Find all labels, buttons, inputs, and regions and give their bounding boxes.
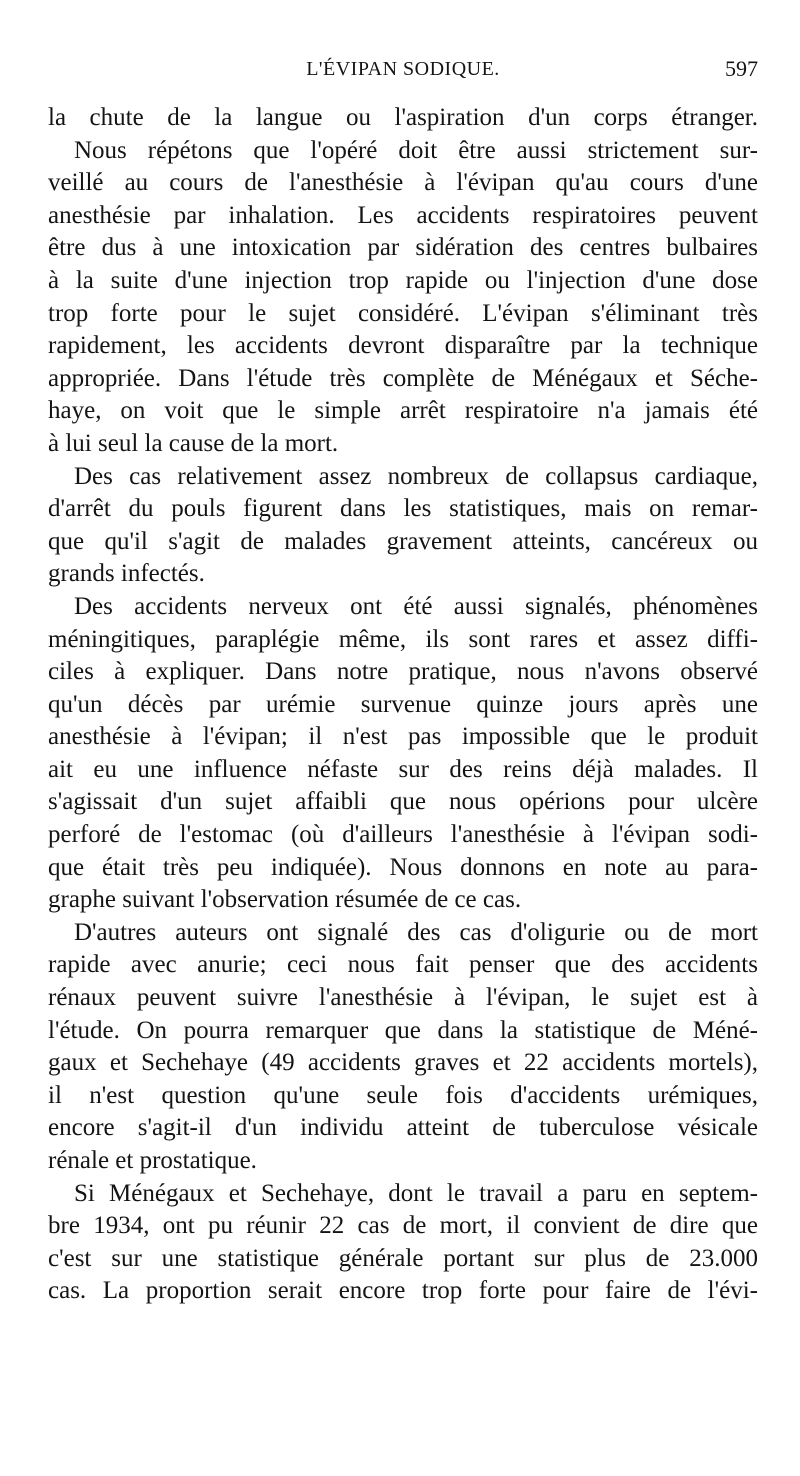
text-line: grands infectés.	[48, 560, 205, 588]
text-line: haye, on voit que le simple arrêt respiratoire n'a jamais été	[48, 397, 758, 425]
page-header	[48, 52, 758, 96]
text-line: rapidement, les accidents devront disparaître par la technique	[48, 332, 758, 360]
text-line: s'agissait d'un sujet affaibli que nous opérions pour ulcère	[48, 788, 758, 816]
text-line: anesthésie par inhalation. Les accidents respiratoires peuvent	[48, 201, 758, 229]
text-line: encore s'agit-il d'un individu atteint de tuberculose vésicale	[48, 1114, 758, 1142]
page-number: 597	[725, 56, 758, 81]
text-line: rapide avec anurie; ceci nous fait penser que des accidents	[48, 951, 758, 979]
text-line: Des accidents nerveux ont été aussi signalés, phénomènes	[74, 592, 758, 620]
text-line: ait eu une influence néfaste sur des reins déjà malades. Il	[48, 755, 758, 783]
text-line: rénaux peuvent suivre l'anesthésie à l'évipan, le sujet est à	[48, 984, 758, 1012]
text-line: à la suite d'une injection trop rapide ou l'injection d'une dose	[48, 266, 758, 294]
text-line: Nous répétons que l'opéré doit être aussi strictement sur-	[74, 136, 758, 164]
text-line: graphe suivant l'observation résumée de ce cas.	[48, 886, 522, 914]
text-line: la chute de la langue ou l'aspiration d'un corps étranger.	[48, 104, 758, 131]
running-title: L'ÉVIPAN SODIQUE.	[306, 58, 500, 80]
text-line: anesthésie à l'évipan; il n'est pas impossible que le produit	[48, 723, 758, 751]
text-line: veillé au cours de l'anesthésie à l'évipan qu'au cours d'une	[48, 169, 758, 197]
text-line: que qu'il s'agit de malades gravement atteints, cancéreux ou	[48, 527, 758, 555]
text-line: D'autres auteurs ont signalé des cas d'oligurie ou de mort	[74, 918, 758, 946]
text-line: c'est sur une statistique générale portant sur plus de 23.000	[48, 1244, 758, 1272]
text-line: appropriée. Dans l'étude très complète de Ménégaux et Séche-	[48, 364, 758, 392]
text-line: gaux et Sechehaye (49 accidents graves et 22 accidents mortels),	[48, 1049, 758, 1077]
text-line: perforé de l'estomac (où d'ailleurs l'anesthésie à l'évipan sodi-	[48, 821, 758, 849]
text-line: il n'est question qu'une seule fois d'accidents urémiques,	[48, 1081, 758, 1109]
text-line: rénale et prostatique.	[48, 1147, 257, 1174]
text-line: d'arrêt du pouls figurent dans les statistiques, mais on remar-	[48, 495, 758, 523]
text-line: l'étude. On pourra remarquer que dans la statistique de Méné-	[48, 1016, 758, 1044]
text-line: que était très peu indiquée). Nous donnons en note au para-	[48, 853, 758, 881]
text-line: Des cas relativement assez nombreux de collapsus cardiaque,	[74, 462, 758, 490]
book-page	[48, 52, 758, 1308]
text-line: méningitiques, paraplégie même, ils sont rares et assez diffi-	[48, 625, 758, 653]
text-line: Si Ménégaux et Sechehaye, dont le travail a paru en septem-	[74, 1179, 758, 1207]
text-line: qu'un décès par urémie survenue quinze jours après une	[48, 690, 758, 718]
text-line: ciles à expliquer. Dans notre pratique, nous n'avons observé	[48, 658, 758, 686]
text-line: cas. La proportion serait encore trop forte pour faire de l'évi-	[48, 1277, 758, 1305]
text-line: à lui seul la cause de la mort.	[48, 429, 339, 457]
text-line: être dus à une intoxication par sidération des centres bulbaires	[48, 234, 758, 262]
body-text	[48, 102, 758, 1308]
text-line: bre 1934, ont pu réunir 22 cas de mort, il convient de dire que	[48, 1212, 758, 1240]
text-line: trop forte pour le sujet considéré. L'évipan s'éliminant très	[48, 299, 758, 327]
